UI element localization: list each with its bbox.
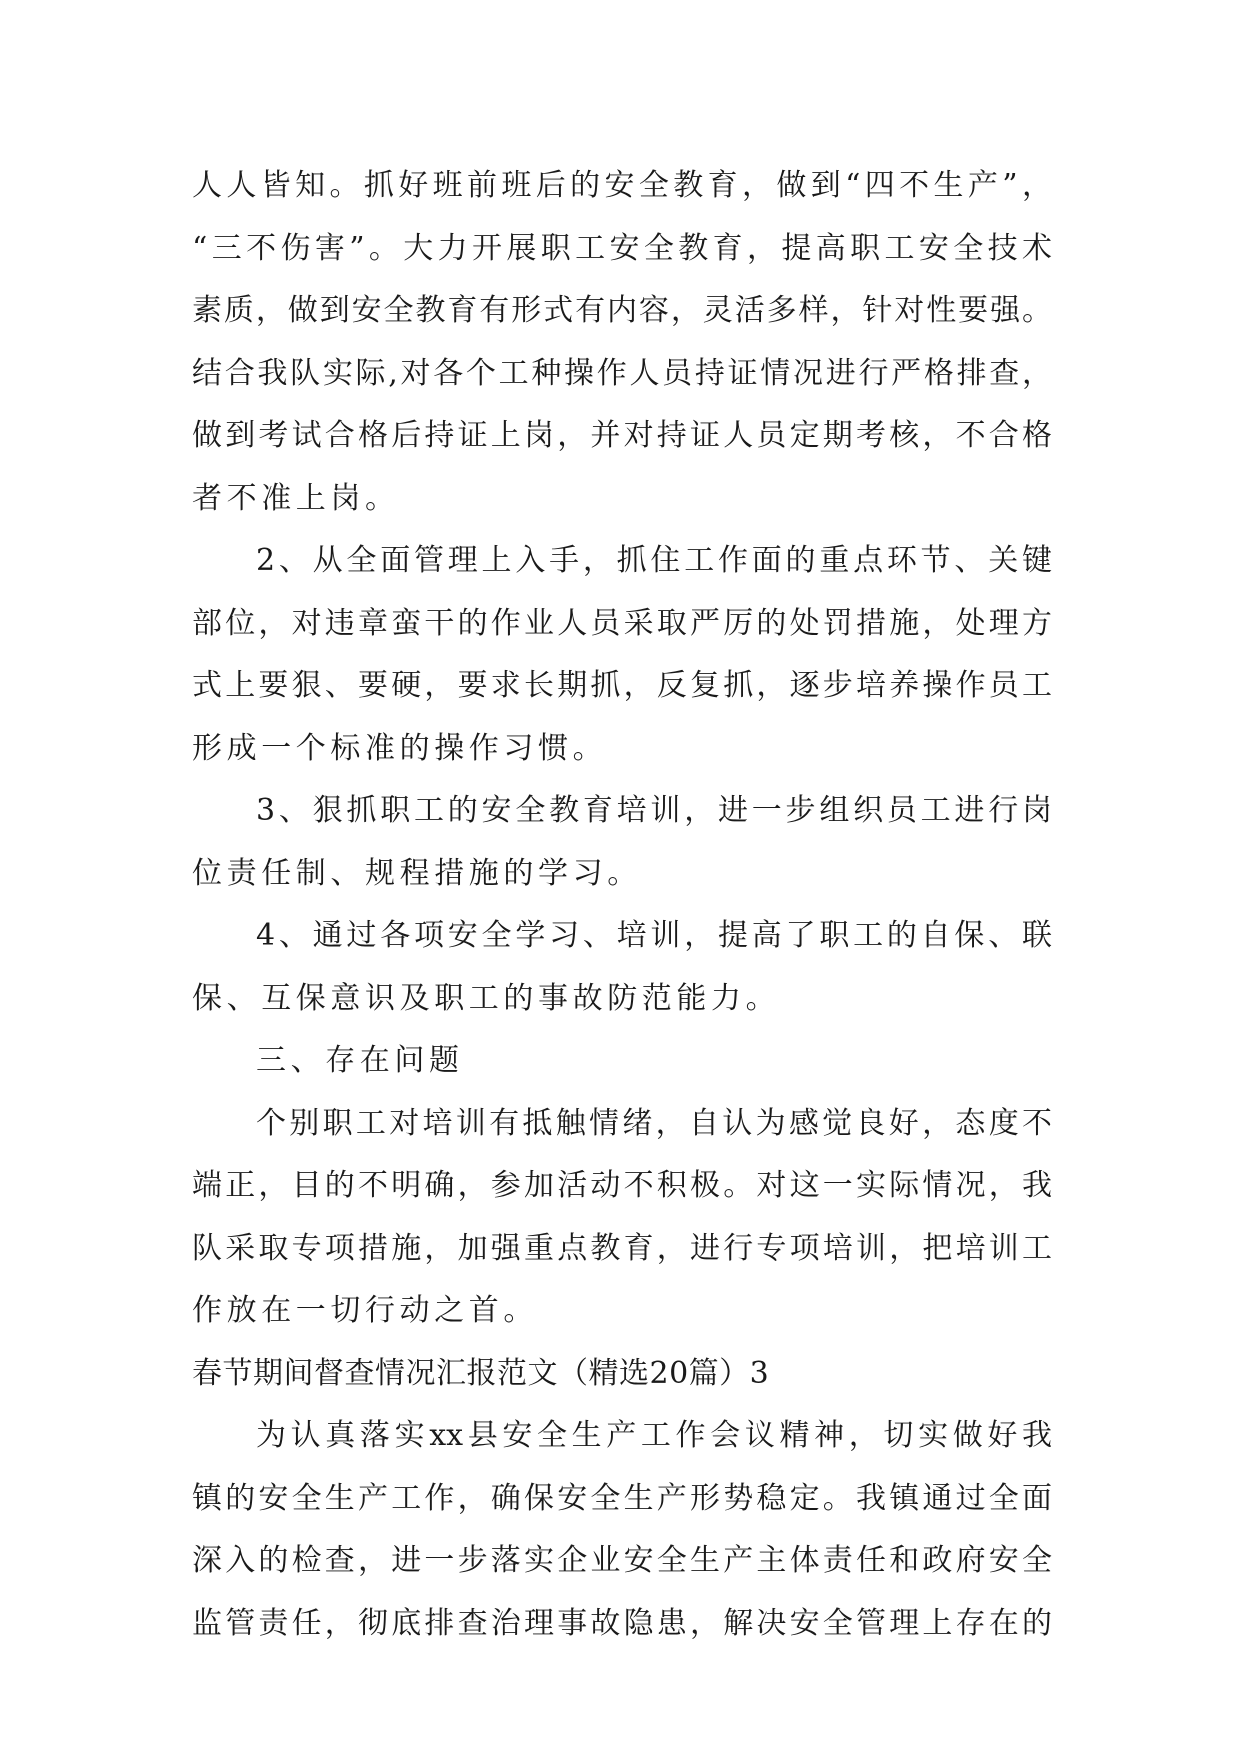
- text-line: 形成一个标准的操作习惯。: [192, 730, 608, 766]
- text-line: 为认真落实xx县安全生产工作会议精神，切实做好我: [256, 1418, 1052, 1453]
- section-heading: 三、存在问题: [256, 1043, 464, 1078]
- text-line: 个别职工对培训有抵触情绪，自认为感觉良好，态度不: [256, 1105, 1052, 1141]
- text-line: 队采取专项措施，加强重点教育，进行专项培训，把培训工: [192, 1230, 1052, 1266]
- text-line: 位责任制、规程措施的学习。: [192, 855, 642, 891]
- text-line: 4、通过各项安全学习、培训，提高了职工的自保、联: [256, 918, 1052, 953]
- text-line: 端正，目的不明确，参加活动不积极。对这一实际情况，我: [192, 1168, 1052, 1203]
- text-line: “三不伤害”。大力开展职工安全教育，提高职工安全技术: [192, 230, 1052, 266]
- text-line: 结合我队实际,对各个工种操作人员持证情况进行严格排查，: [192, 355, 1052, 391]
- article-title: 春节期间督查情况汇报范文（精选20篇）3: [192, 1355, 770, 1391]
- text-line: 式上要狠、要硬，要求长期抓，反复抓，逐步培养操作员工: [192, 668, 1052, 703]
- text-line: 部位，对违章蛮干的作业人员采取严厉的处罚措施，处理方: [192, 605, 1052, 641]
- text-line: 2、从全面管理上入手，抓住工作面的重点环节、关键: [256, 543, 1052, 578]
- text-line: 做到考试合格后持证上岗，并对持证人员定期考核，不合格: [192, 418, 1052, 453]
- document-body: [192, 155, 1052, 1655]
- text-line: 者不准上岗。: [192, 480, 400, 516]
- text-line: 素质，做到安全教育有形式有内容，灵活多样，针对性要强。: [192, 293, 1052, 328]
- text-line: 镇的安全生产工作，确保安全生产形势稳定。我镇通过全面: [192, 1480, 1052, 1516]
- text-line: 3、狠抓职工的安全教育培训，进一步组织员工进行岗: [256, 793, 1052, 828]
- text-line: 监管责任，彻底排查治理事故隐患，解决安全管理上存在的: [192, 1605, 1052, 1641]
- text-line: 作放在一切行动之首。: [192, 1293, 538, 1328]
- text-line: 深入的检查，进一步落实企业安全生产主体责任和政府安全: [192, 1543, 1052, 1578]
- text-line: 人人皆知。抓好班前班后的安全教育，做到“四不生产”，: [192, 168, 1052, 203]
- text-line: 保、互保意识及职工的事故防范能力。: [192, 980, 781, 1016]
